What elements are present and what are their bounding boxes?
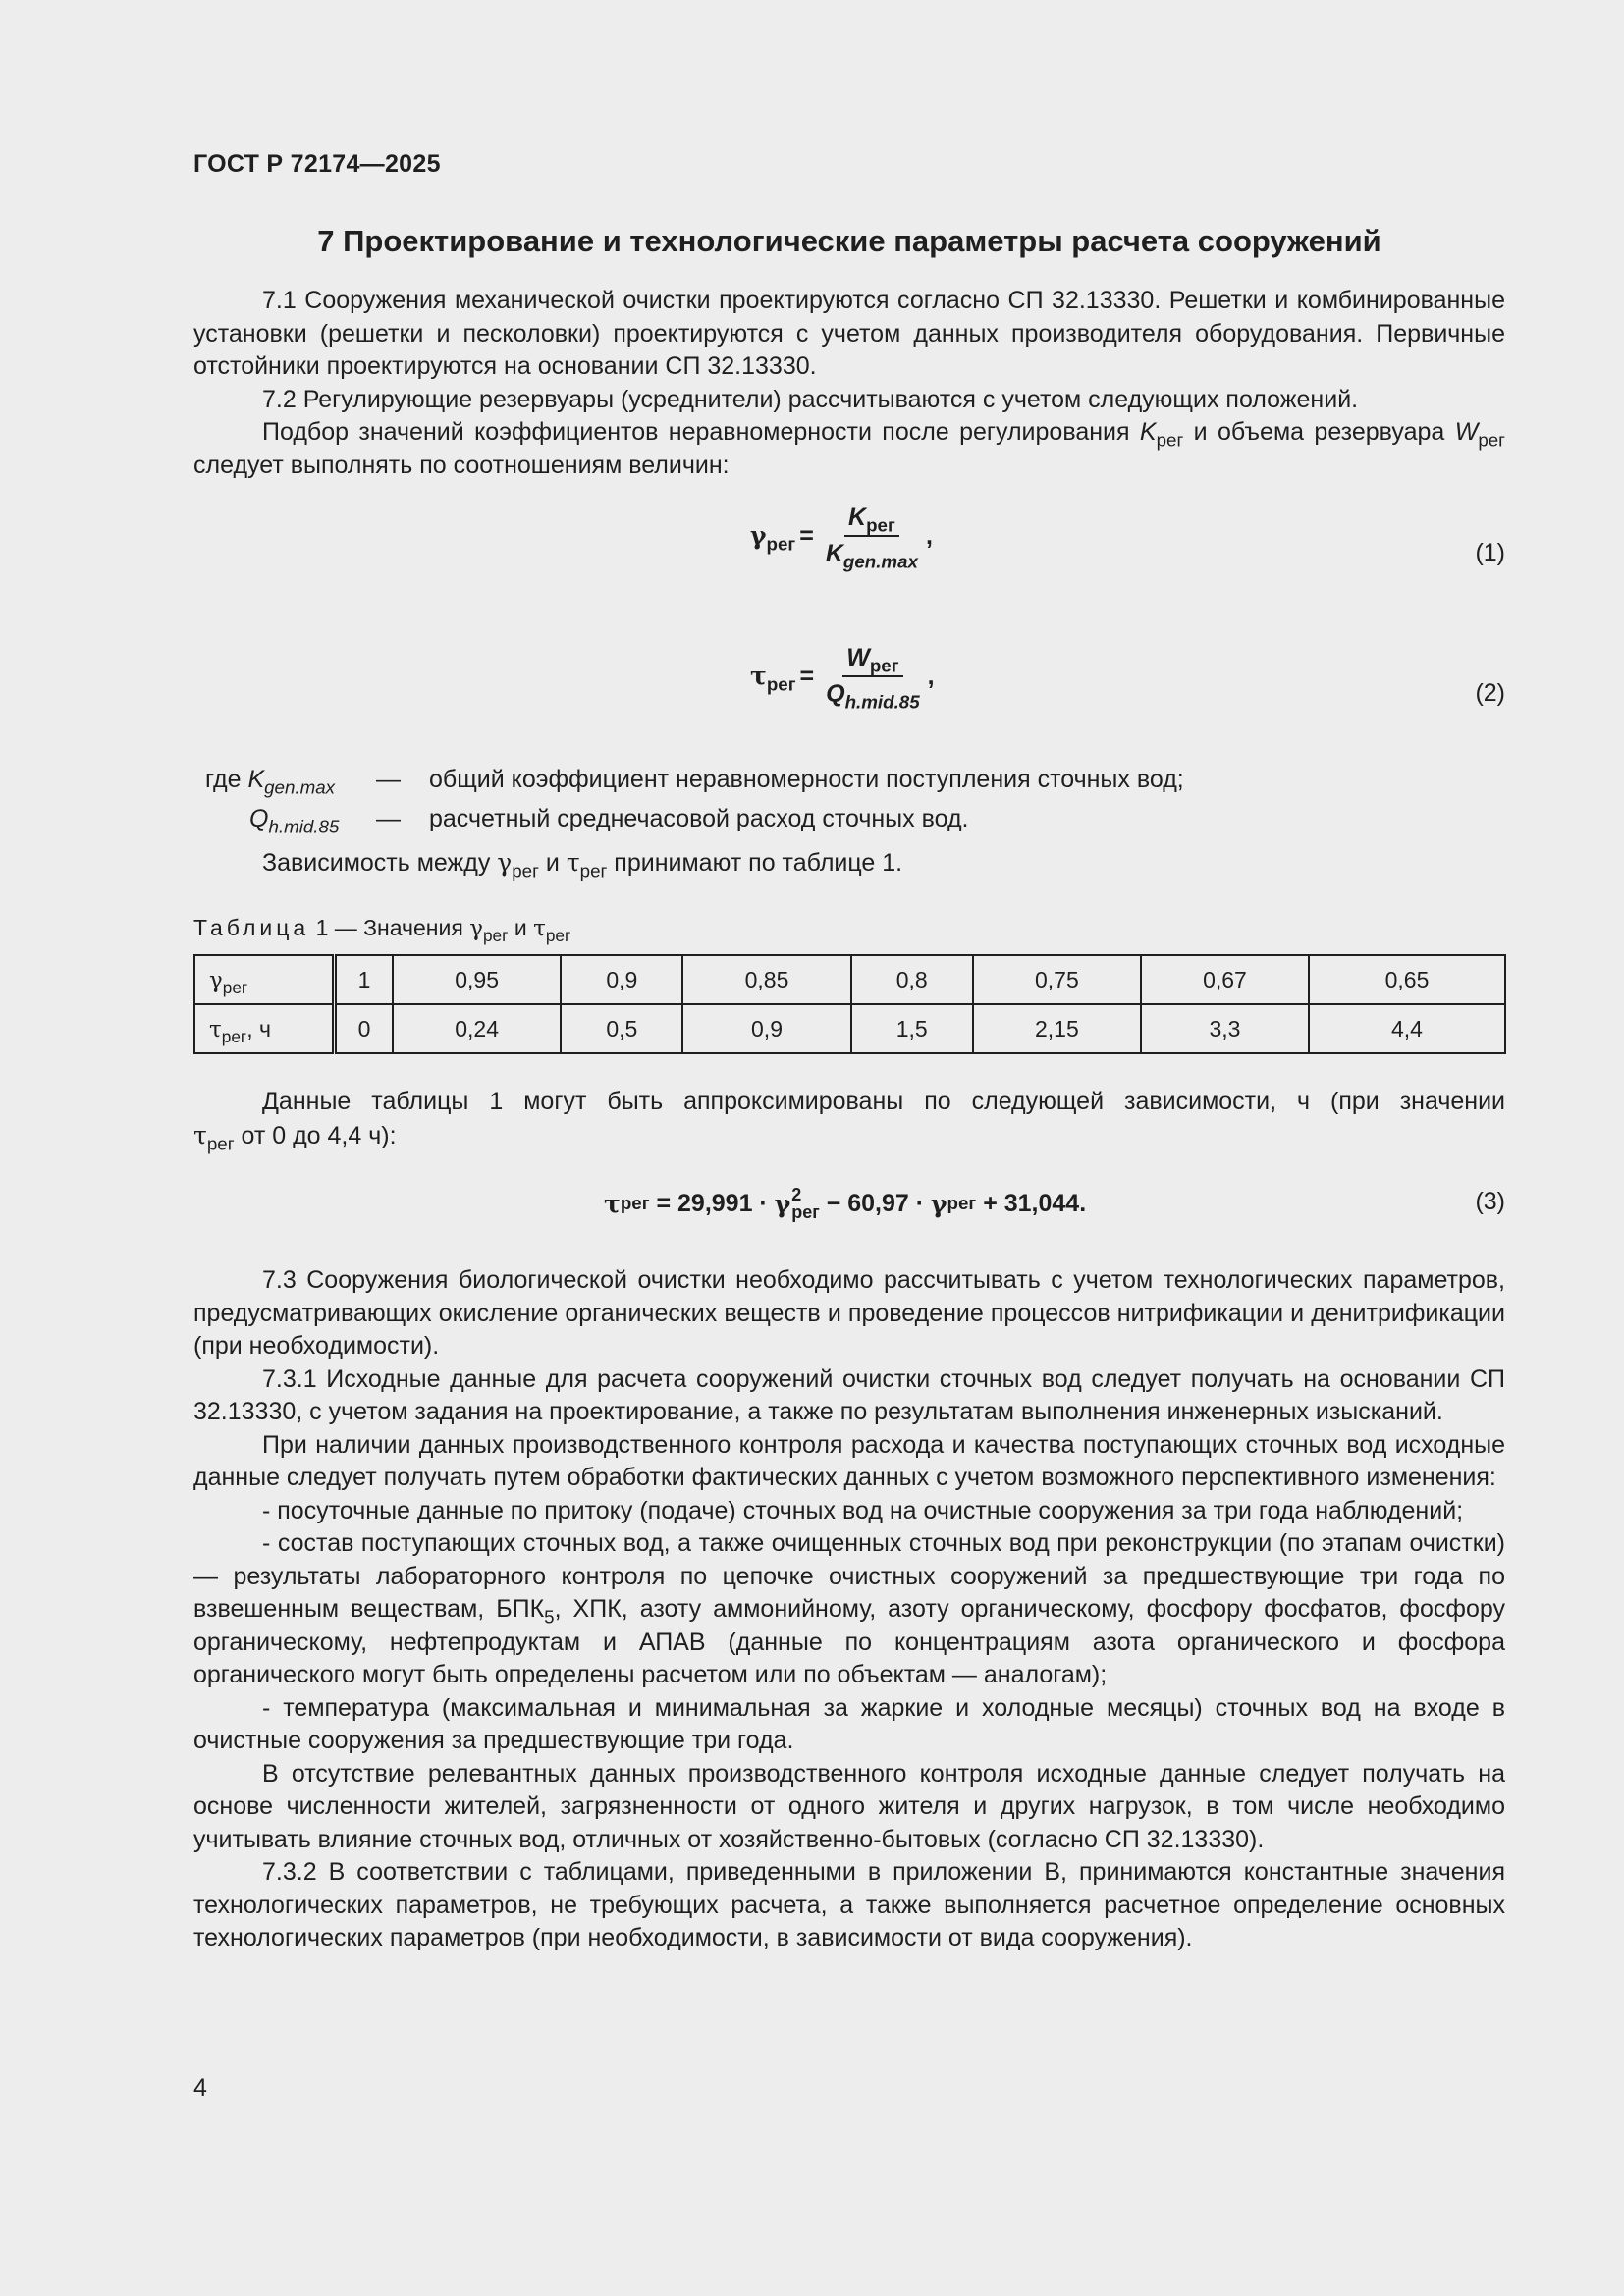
- where-desc-2: расчетный среднечасовой расход сточных вод.: [429, 805, 969, 832]
- formula-3-gamma-1-sub: рег: [791, 1202, 820, 1222]
- where-k-subscript: gen.max: [264, 776, 336, 798]
- formula-2-comma: ,: [927, 662, 935, 690]
- where-prefix: где: [205, 766, 248, 793]
- w-subscript: рег: [1478, 429, 1506, 451]
- selection-text-3: следует выполнять по соотношениям величин:: [193, 451, 730, 479]
- formula-3-part-1: = 29,991 ·: [649, 1189, 775, 1217]
- formula-1-equals: =: [799, 521, 814, 550]
- formula-3-gamma-1-sup: 2: [791, 1185, 802, 1204]
- page-number: 4: [193, 2074, 207, 2102]
- formula-2: [193, 636, 1505, 754]
- formula-3-gamma-1-scripts: [791, 1186, 820, 1221]
- formula-1-numerator: K: [848, 504, 867, 531]
- values-table: [193, 954, 1506, 1054]
- formula-3-part-3: + 31,044.: [976, 1189, 1087, 1217]
- table-head-tau-symbol: τ: [209, 1016, 222, 1042]
- table-cell: 0,5: [561, 1004, 682, 1053]
- formula-3-number: (3): [1475, 1188, 1505, 1215]
- formula-2-denominator: Q: [826, 680, 845, 708]
- selection-text-1: Подбор значений коэффициентов неравномерности после регулирования: [262, 418, 1140, 446]
- paragraph-control: При наличии данных производственного контроля расхода и качества поступающих сточных вод исходные данные следует получать путем обработки фактических данных с учетом возможного перспективного изменения:: [193, 1430, 1505, 1491]
- where-row-kgen: [193, 766, 1505, 805]
- approx-text-1: Данные таблицы 1 могут быть аппроксимированы по следующей зависимости, ч (при значении: [262, 1088, 1505, 1115]
- selection-text-2: и объема резервуара: [1183, 418, 1455, 446]
- table-cell: 1: [335, 955, 394, 1004]
- section-7-3-block: [193, 1264, 1505, 1955]
- formula-2-fraction: [822, 644, 924, 713]
- formula-1-fraction: [822, 504, 922, 572]
- table-cell: 0,65: [1309, 955, 1505, 1004]
- table-cell: 3,3: [1141, 1004, 1309, 1053]
- table-cell: 0,75: [973, 955, 1141, 1004]
- table-cell: 0,67: [1141, 955, 1309, 1004]
- formula-3-lhs: τ: [604, 1189, 621, 1218]
- where-sym-kgen: [205, 766, 336, 798]
- table-cell: 1,5: [851, 1004, 973, 1053]
- table-head-gamma-symbol: γ: [209, 967, 223, 993]
- where-q-symbol: Q: [249, 805, 269, 832]
- table-cell: 4,4: [1309, 1004, 1505, 1053]
- formula-1-lhs-sub: рег: [766, 533, 796, 555]
- formula-1-expression: [750, 504, 933, 572]
- dependency-tau: τ: [566, 848, 580, 877]
- dependency-tau-sub: рег: [579, 860, 608, 881]
- table-cell: 0,9: [561, 955, 682, 1004]
- table-caption: [193, 915, 571, 946]
- paragraph-absence: В отсутствие релевантных данных производственного контроля исходные данные следует получать на основе численности жителей, загрязненности от одного жителя и других нагрузок, в том числе необходимо учитывать влияние сточных вод, отличных от хозяйственно-бытовых (согласно СП 32.13330).: [193, 1759, 1505, 1853]
- paragraph-7-3-1: 7.3.1 Исходные данные для расчета сооружений очистки сточных вод следует получать на основании СП 32.13330, с учетом задания на проектирование, а также по результатам выполнения инженерных изысканий.: [193, 1364, 1505, 1425]
- paragraph-selection: [193, 416, 1505, 482]
- table-cell: 0,85: [682, 955, 850, 1004]
- formula-1-numerator-sub: рег: [866, 514, 895, 536]
- table-caption-word: Таблица: [193, 915, 310, 940]
- formula-1-denominator: K: [825, 540, 843, 567]
- formula-3-gamma-1: γ: [774, 1189, 791, 1218]
- approx-tau-sub: рег: [206, 1133, 235, 1154]
- table-cell: 0,9: [682, 1004, 850, 1053]
- bullet-2-subscript: 5: [544, 1606, 555, 1628]
- paragraph-7-3: 7.3 Сооружения биологической очистки необходимо рассчитывать с учетом технологических параметров, предусматривающих окисление органических веществ и проведение процессов нитрификации и денитрификации (при необходимости).: [193, 1266, 1505, 1360]
- table-head-gamma: [194, 955, 335, 1004]
- table-caption-and: и: [508, 915, 534, 940]
- formula-2-lhs: τ: [750, 662, 767, 690]
- where-row-qh: [193, 805, 1505, 844]
- table-head-tau-unit: , ч: [246, 1015, 271, 1041]
- table-head-tau-sub: рег: [221, 1026, 247, 1046]
- table-caption-rest: 1 — Значения: [309, 915, 470, 940]
- k-subscript: рег: [1156, 429, 1184, 451]
- where-dash-1: —: [376, 766, 401, 793]
- table-caption-gamma-sub: рег: [482, 926, 509, 946]
- where-q-subscript: h.mid.85: [268, 816, 340, 837]
- approx-text-2: от 0 до 4,4 ч):: [234, 1121, 397, 1149]
- table-head-gamma-sub: рег: [222, 977, 248, 997]
- document-id-header: ГОСТ Р 72174—2025: [193, 150, 441, 178]
- formula-3-part-2: − 60,97 ·: [819, 1189, 932, 1217]
- formula-2-equals: =: [799, 662, 815, 690]
- table-cell: 0,24: [393, 1004, 561, 1053]
- dependency-gamma-sub: рег: [512, 860, 539, 881]
- formula-2-expression: [750, 644, 935, 713]
- formula-3: [193, 1174, 1505, 1233]
- formula-1: [193, 496, 1505, 614]
- intro-block: [193, 285, 1505, 482]
- table-caption-gamma: γ: [469, 916, 483, 941]
- formula-2-denominator-sub: h.mid.85: [844, 691, 920, 713]
- table-caption-tau: τ: [533, 916, 546, 941]
- dependency-text-1: Зависимость между: [262, 849, 498, 877]
- formula-1-denominator-sub: gen.max: [842, 551, 918, 572]
- w-symbol: W: [1454, 418, 1479, 446]
- table-head-tau: [194, 1004, 335, 1053]
- section-title: 7 Проектирование и технологические параметры расчета сооружений: [317, 224, 1381, 258]
- approx-paragraph: [193, 1086, 1505, 1152]
- formula-2-numerator-sub: рег: [869, 655, 899, 676]
- dependency-text-3: принимают по таблице 1.: [607, 849, 903, 877]
- formula-1-number: (1): [1475, 539, 1505, 566]
- formula-2-numerator: W: [846, 644, 870, 671]
- approx-tau: τ: [193, 1120, 207, 1149]
- formula-2-number: (2): [1475, 679, 1505, 707]
- table-caption-tau-sub: рег: [545, 926, 571, 946]
- bullet-2-text-2: , ХПК, азоту аммонийному, азоту органическому, фосфору фосфатов, фосфору органическому, нефтепродуктам и АПАВ (данные по концентрациям азота органического и фосфора органического могут быть определены расчетом или по объектам — аналогам);: [193, 1595, 1505, 1688]
- dependency-gamma: γ: [497, 848, 513, 877]
- paragraph-7-1: 7.1 Сооружения механической очистки проектируются согласно СП 32.13330. Решетки и комбинированные установки (решетки и песколовки) проектируются с учетом данных производителя оборудования. Первичные отстойники проектируются на основании СП 32.13330.: [193, 287, 1505, 380]
- formula-3-expression: τ рег = 29,991 · γ 2 рег − 60,97 · γ рег + 31,044.: [604, 1185, 1087, 1222]
- table-cell: 2,15: [973, 1004, 1141, 1053]
- where-legend: [193, 766, 1505, 844]
- where-desc-1: общий коэффициент неравномерности поступления сточных вод;: [429, 766, 1184, 793]
- formula-1-comma: ,: [925, 521, 933, 550]
- bullet-2: [193, 1527, 1505, 1692]
- k-symbol: K: [1139, 418, 1157, 446]
- paragraph-7-2: 7.2 Регулирующие резервуары (усреднители) рассчитываются с учетом следующих положений.: [262, 385, 1359, 413]
- formula-2-lhs-sub: рег: [766, 673, 796, 695]
- bullet-2-text-1: - состав поступающих сточных вод, а также очищенных сточных вод при реконструкции (по этапам очистки) — результаты лабораторного контроля по цепочке очистных сооружений за предшествующие три года по взвешенным веществам, БПК: [193, 1529, 1505, 1623]
- bullet-3: - температура (максимальная и минимальная за жаркие и холодные месяцы) сточных вод на входе в очистные сооружения за предшествующие три года.: [193, 1693, 1505, 1754]
- where-dash-2: —: [376, 805, 401, 832]
- paragraph-7-3-2: 7.3.2 В соответствии с таблицами, приведенными в приложении В, принимаются константные значения технологических параметров, не требующих расчета, а также выполняется расчетное определение основных технологических параметров (при необходимости, в зависимости от вида сооружения).: [193, 1858, 1505, 1951]
- table-cell: 0,95: [393, 955, 561, 1004]
- table-cell: 0,8: [851, 955, 973, 1004]
- formula-1-lhs: γ: [750, 521, 767, 550]
- where-k-symbol: K: [247, 766, 265, 793]
- bullet-1: - посуточные данные по притоку (подаче) сточных вод на очистные сооружения за три года наблюдений;: [262, 1496, 1464, 1524]
- dependency-paragraph: [193, 846, 1505, 881]
- table-row-gamma: [194, 955, 1505, 1004]
- formula-3-gamma-2: γ: [931, 1189, 947, 1218]
- where-sym-qh: [249, 805, 340, 837]
- dependency-text-2: и: [538, 849, 567, 877]
- table-cell: 0: [335, 1004, 394, 1053]
- table-row-tau: [194, 1004, 1505, 1053]
